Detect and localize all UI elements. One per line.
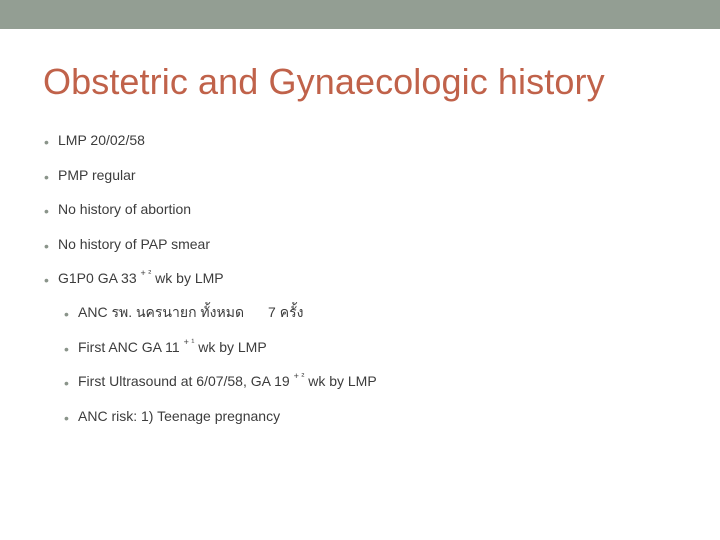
first-us-prefix: First Ultrasound at 6/07/58, GA 19 <box>78 373 290 389</box>
bullet-text: PMP regular <box>58 166 136 183</box>
bullet-dot-icon: • <box>64 409 69 426</box>
anc-risk-text: ANC risk: 1) Teenage pregnancy <box>78 407 281 424</box>
bullet-dot-icon: • <box>64 306 69 322</box>
bullet-text: No history of abortion <box>58 201 192 217</box>
first-anc-suffix: wk by LMP <box>198 338 267 355</box>
first-anc-prefix: First ANC GA 11 <box>78 338 180 355</box>
sub-bullet-anc-risk <box>64 406 377 441</box>
sub-bullet-first-ultrasound <box>64 371 377 406</box>
first-anc-sup: + ¹ <box>183 336 195 347</box>
bullet-item-pap-smear <box>44 234 224 269</box>
first-us-suffix: wk by LMP <box>308 373 377 389</box>
bullet-text: No history of PAP smear <box>58 235 210 252</box>
gravida-sup: + ² <box>140 268 152 278</box>
bullet-dot-icon: • <box>44 272 49 288</box>
bullet-dot-icon: • <box>64 340 69 357</box>
bullet-dot-icon: • <box>44 203 49 219</box>
bullet-text: LMP 20/02/58 <box>58 132 145 148</box>
bullet-list <box>44 130 224 303</box>
bullet-item-lmp <box>44 130 224 165</box>
slide-title: Obstetric and Gynaecologic history <box>43 61 605 102</box>
bullet-item-gravida <box>44 268 224 303</box>
gravida-prefix: G1P0 GA 33 <box>58 270 137 286</box>
first-us-sup: + ² <box>293 371 305 381</box>
anc-visits-text: ANC รพ. นครนายก ทั้งหมด <box>78 304 245 320</box>
bullet-item-abortion <box>44 199 224 234</box>
anc-visits-count: 7 ครั้ง <box>268 304 304 320</box>
top-band <box>0 0 720 29</box>
gravida-suffix: wk by LMP <box>155 270 224 286</box>
sub-bullet-first-anc <box>64 337 377 372</box>
bullet-dot-icon: • <box>44 134 49 150</box>
bullet-dot-icon: • <box>64 375 69 391</box>
bullet-dot-icon: • <box>44 237 49 254</box>
sub-bullet-anc-visits <box>64 302 377 337</box>
sub-bullet-list <box>64 302 377 440</box>
bullet-item-pmp <box>44 165 224 200</box>
bullet-dot-icon: • <box>44 168 49 185</box>
